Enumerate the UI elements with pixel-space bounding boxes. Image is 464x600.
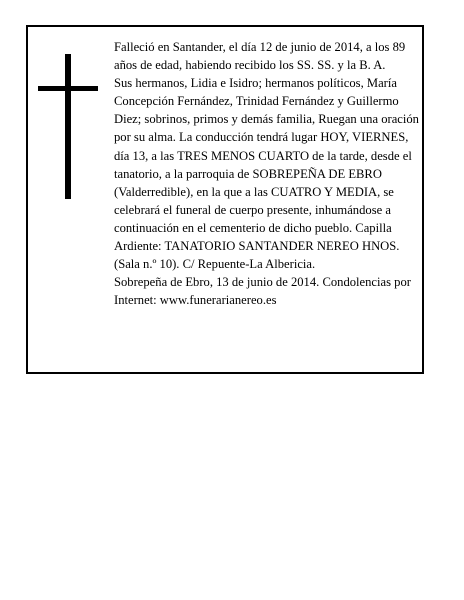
cross-vertical-bar bbox=[65, 54, 71, 199]
latin-cross-icon bbox=[38, 54, 98, 199]
obituary-notice bbox=[26, 25, 424, 374]
notice-text bbox=[114, 38, 422, 309]
notice-paragraph-death: Falleció en Santander, el día 12 de junio de 2014, a los 89 años de edad, habiendo recibido los SS. SS. y la B. A. bbox=[114, 40, 406, 73]
cross-horizontal-bar bbox=[38, 86, 98, 91]
notice-paragraph-family-and-funeral: Sus hermanos, Lidia e Isidro; hermanos políticos, María Concepción Fernández, Trinidad Fernández y Guillermo Diez; sobrinos, primos y demás familia, Ruegan una oración por su alma. La conducción tendrá lugar HOY, VIERNES, día 13, a las TRES MENOS CUARTO de la tarde, desde el tanatorio, a la parroquia de SOBREPEÑA DE EBRO (Valderredible), en la que a las CUATRO Y MEDIA, se celebrará el funeral de cuerpo presente, inhumándose a continuación en el cementerio de dicho pueblo. Capilla Ardiente: TANATORIO SANTANDER NEREO HNOS. (Sala n.º 10). C/ Repuente-La Albericia. bbox=[114, 76, 419, 272]
notice-paragraph-place-date: Sobrepeña de Ebro, 13 de junio de 2014. Condolencias por Internet: www.funerarianereo.es bbox=[114, 275, 411, 308]
